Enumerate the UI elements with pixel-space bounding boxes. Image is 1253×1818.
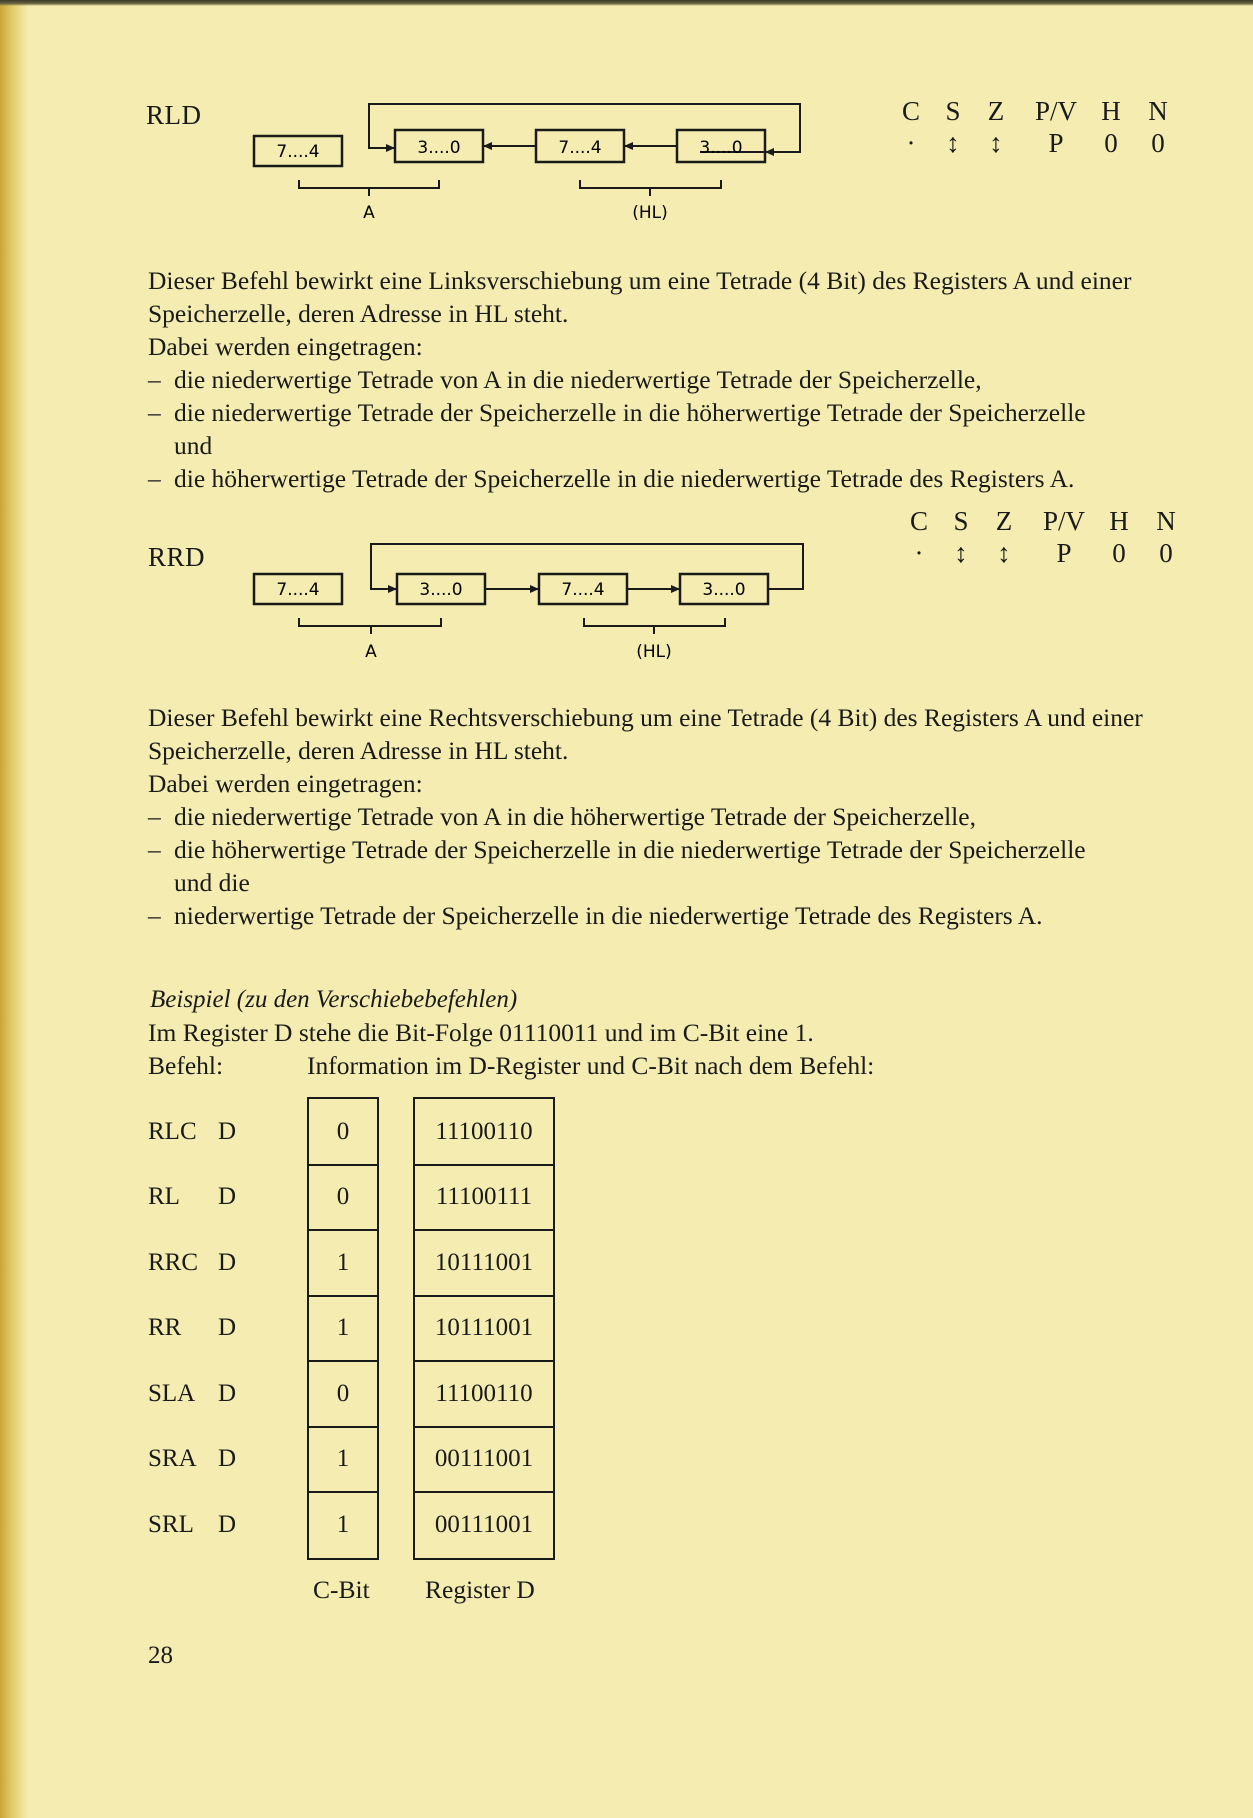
rld-box-m-low: 3....0 bbox=[699, 138, 743, 158]
example-row-label bbox=[148, 1249, 237, 1277]
example-line-1: Im Register D stehe die Bit-Folge 01110011 und im C-Bit eine 1. bbox=[148, 1018, 814, 1047]
op-name: RRC bbox=[148, 1249, 199, 1276]
flag-header-n: N bbox=[1148, 96, 1168, 126]
flag-header-h: H bbox=[1109, 506, 1129, 536]
rld-flag-n: 0 bbox=[1151, 128, 1165, 158]
flag-header-s: S bbox=[953, 506, 969, 536]
rrd-item-2-cont: und die bbox=[174, 868, 250, 897]
page-binding-edge bbox=[0, 0, 28, 1818]
register-name: D bbox=[218, 1380, 237, 1407]
rld-box-a-low: 3....0 bbox=[417, 138, 461, 158]
example-row-label bbox=[148, 1118, 237, 1146]
rld-box-m-high: 7....4 bbox=[558, 138, 602, 158]
flag-header-pv: P/V bbox=[1034, 96, 1078, 126]
register-d-cell: 10111001 bbox=[415, 1230, 553, 1297]
example-row-label bbox=[148, 1445, 237, 1473]
c-bit-cell: 0 bbox=[309, 1099, 377, 1166]
flag-header-c: C bbox=[909, 506, 928, 536]
register-d-cell: 11100110 bbox=[415, 1361, 553, 1428]
op-name: RR bbox=[148, 1314, 182, 1341]
rrd-flag-pv: P bbox=[1056, 538, 1072, 568]
register-name: D bbox=[218, 1511, 237, 1538]
rrd-item-3: – niederwertige Tetrade der Speicherzelle in die niederwertige Tetrade des Registers A. bbox=[148, 899, 1208, 932]
rrd-flag-z: ↕ bbox=[997, 538, 1011, 568]
flag-header-c: C bbox=[901, 96, 920, 126]
c-bit-cell: 0 bbox=[309, 1361, 377, 1428]
rld-item-2-cont: und bbox=[174, 431, 213, 460]
rrd-flag-n: 0 bbox=[1159, 538, 1173, 568]
rrd-flag-s: ↕ bbox=[954, 538, 968, 568]
page-top-edge bbox=[0, 0, 1253, 6]
rld-label-a: A bbox=[363, 203, 375, 223]
rld-diagram bbox=[240, 98, 820, 228]
example-row-label bbox=[148, 1511, 237, 1539]
rld-lead: Dabei werden eingetragen: bbox=[148, 332, 423, 361]
register-name: D bbox=[218, 1314, 237, 1341]
rrd-mnemonic: RRD bbox=[148, 542, 206, 572]
flag-header-pv: P/V bbox=[1042, 506, 1086, 536]
c-bit-cell: 1 bbox=[309, 1230, 377, 1297]
rrd-box-m-low: 3....0 bbox=[702, 580, 746, 600]
register-name: D bbox=[218, 1445, 237, 1472]
rld-mnemonic: RLD bbox=[146, 100, 202, 130]
flag-header-n: N bbox=[1156, 506, 1176, 536]
register-d-column-label: Register D bbox=[425, 1575, 535, 1604]
rld-flags bbox=[888, 96, 1178, 166]
rld-box-a-high: 7....4 bbox=[276, 142, 320, 162]
op-name: SRL bbox=[148, 1511, 194, 1538]
register-d-cell: 00111001 bbox=[415, 1426, 553, 1493]
rld-item-2: – die niederwertige Tetrade der Speicherzelle in die höherwertige Tetrade der Speicherzelle bbox=[148, 396, 1208, 429]
rrd-description bbox=[148, 701, 1208, 932]
rld-label-hl: (HL) bbox=[632, 203, 668, 223]
page-number: 28 bbox=[148, 1642, 173, 1669]
example-row-label bbox=[148, 1380, 237, 1408]
op-name: RL bbox=[148, 1183, 180, 1210]
op-name: SLA bbox=[148, 1380, 196, 1407]
rld-flag-z: ↕ bbox=[989, 128, 1003, 158]
rld-flag-pv: P bbox=[1048, 128, 1064, 158]
rrd-box-m-high: 7....4 bbox=[561, 580, 605, 600]
example-row-label bbox=[148, 1183, 237, 1211]
example-title: Beispiel (zu den Verschiebebefehlen) bbox=[150, 986, 518, 1013]
op-name: SRA bbox=[148, 1445, 197, 1472]
flag-header-z: Z bbox=[987, 96, 1005, 126]
register-name: D bbox=[218, 1183, 237, 1210]
flag-header-s: S bbox=[945, 96, 961, 126]
c-bit-cell: 1 bbox=[336, 1510, 350, 1538]
c-bit-cell: 1 bbox=[309, 1426, 377, 1493]
rrd-intro: Dieser Befehl bewirkt eine Rechtsverschiebung um eine Tetrade (4 Bit) des Registers A und einer Speicherzelle, deren Adresse in HL steht. bbox=[148, 703, 1143, 765]
example-befehl-label: Befehl: bbox=[148, 1051, 224, 1080]
rrd-lead: Dabei werden eingetragen: bbox=[148, 769, 423, 798]
c-bit-column-label: C-Bit bbox=[313, 1575, 370, 1604]
rrd-box-a-high: 7....4 bbox=[276, 580, 320, 600]
rrd-label-hl: (HL) bbox=[636, 642, 672, 662]
flag-header-h: H bbox=[1101, 96, 1121, 126]
register-name: D bbox=[218, 1249, 237, 1276]
rrd-flag-h: 0 bbox=[1112, 538, 1126, 568]
rrd-label-a: A bbox=[365, 642, 377, 662]
rld-intro: Dieser Befehl bewirkt eine Linksverschiebung um eine Tetrade (4 Bit) des Registers A und einer Speicherzelle, deren Adresse in HL steht. bbox=[148, 266, 1132, 328]
register-d-cell: 11100111 bbox=[415, 1164, 553, 1231]
example-info-label: Information im D-Register und C-Bit nach dem Befehl: bbox=[307, 1051, 875, 1080]
register-d-cell: 00111001 bbox=[434, 1510, 534, 1538]
rrd-flag-c: · bbox=[914, 538, 924, 568]
c-bit-cell: 1 bbox=[309, 1295, 377, 1362]
rld-description bbox=[148, 264, 1208, 495]
rrd-diagram bbox=[240, 538, 820, 668]
rld-item-3: – die höherwertige Tetrade der Speicherzelle in die niederwertige Tetrade des Registers A. bbox=[148, 462, 1208, 495]
register-name: D bbox=[218, 1118, 237, 1145]
example-row-label bbox=[148, 1314, 237, 1342]
rld-item-1: – die niederwertige Tetrade von A in die niederwertige Tetrade der Speicherzelle, bbox=[148, 363, 1208, 396]
rld-flag-h: 0 bbox=[1104, 128, 1118, 158]
op-name: RLC bbox=[148, 1118, 197, 1145]
rld-flag-c: · bbox=[906, 128, 916, 158]
rld-flag-s: ↕ bbox=[946, 128, 960, 158]
register-d-column bbox=[413, 1097, 555, 1560]
register-d-cell: 11100110 bbox=[415, 1099, 553, 1166]
rrd-item-2: – die höherwertige Tetrade der Speicherzelle in die niederwertige Tetrade der Speicherzelle bbox=[148, 833, 1208, 866]
register-d-cell: 10111001 bbox=[415, 1295, 553, 1362]
c-bit-column bbox=[307, 1097, 379, 1560]
rrd-flags bbox=[896, 506, 1186, 576]
rrd-box-a-low: 3....0 bbox=[419, 580, 463, 600]
rrd-item-1: – die niederwertige Tetrade von A in die höherwertige Tetrade der Speicherzelle, bbox=[148, 800, 1208, 833]
c-bit-cell: 0 bbox=[309, 1164, 377, 1231]
flag-header-z: Z bbox=[995, 506, 1013, 536]
